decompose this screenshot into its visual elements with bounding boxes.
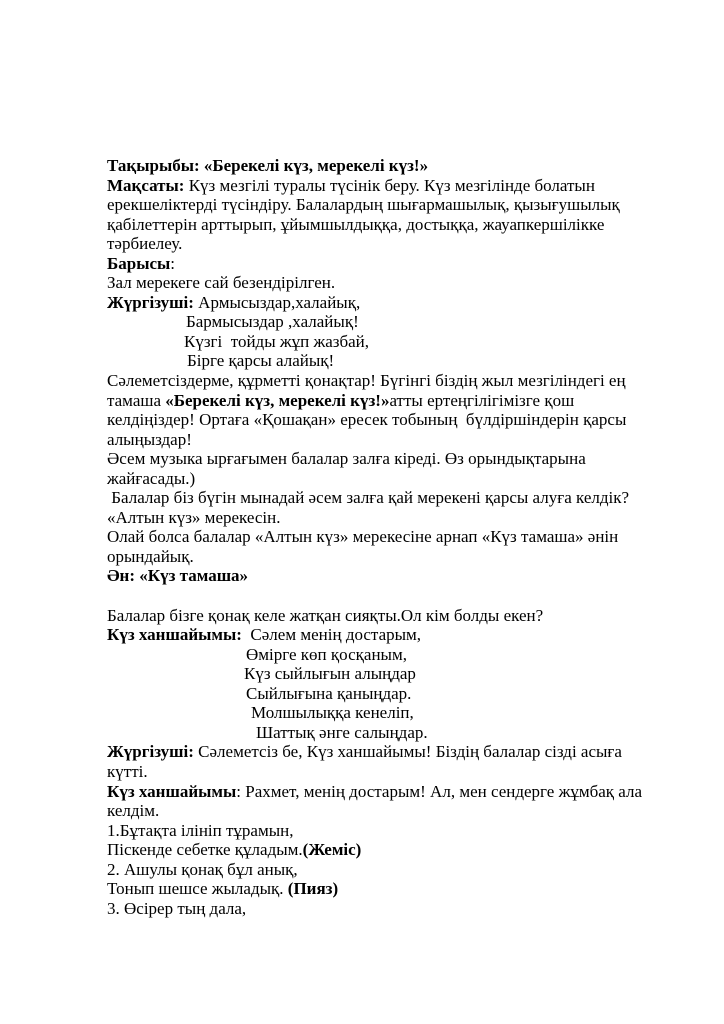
text-run: Зал мерекеге сай безендірілген.	[107, 273, 336, 293]
speaker-line	[107, 293, 667, 313]
text-line	[107, 645, 667, 665]
text-run: 1.Бұтақта ілініп тұрамын,	[107, 820, 294, 840]
section-line	[107, 254, 667, 274]
riddle-line	[107, 899, 667, 919]
text-line	[107, 351, 667, 371]
goal-line	[107, 176, 667, 196]
text-run: Күз сыйлығын алыңдар	[244, 664, 416, 684]
text-run: 2. Ашулы қонақ бұл анық,	[107, 859, 298, 879]
speaker-line	[107, 625, 667, 645]
text-run: Сыйлығына қаныңдар.	[246, 683, 412, 703]
text-line	[107, 430, 667, 450]
text-run: 3. Өсірер тың дала,	[107, 898, 247, 918]
text-run: қабілеттерін арттырып, ұйымшылдыққа, достыққа, жауапкершілікке	[107, 214, 605, 234]
text-run: Сәлеметсіз бе, Күз ханшайымы! Біздің балалар сізді асыға	[193, 742, 622, 762]
text-run: Балалар біз бүгін мынадай әсем залға қай мерекені қарсы алуға келдік?	[107, 488, 630, 508]
title-line	[107, 156, 667, 176]
text-line	[107, 195, 667, 215]
text-line	[107, 684, 667, 704]
text-run: жайғасады.)	[107, 468, 196, 488]
riddle-line	[107, 860, 667, 880]
text-line	[107, 449, 667, 469]
text-run: Әсем музыка ырғағымен балалар залға кіреді. Өз орындықтарына	[107, 449, 586, 469]
speaker-line	[107, 742, 667, 762]
text-run: атты ертеңгілігімізге қош	[389, 390, 575, 410]
text-run: тәрбиелеу.	[107, 234, 183, 254]
text-line	[107, 234, 667, 254]
text-line	[107, 312, 667, 332]
text-run: Бірге қарсы алайық!	[187, 351, 335, 371]
text-line	[107, 527, 667, 547]
text-line	[107, 547, 667, 567]
text-line	[107, 410, 667, 430]
bold-text-run: Күз ханшайымы:	[107, 625, 242, 645]
text-run: Армысыздар,халайық,	[193, 292, 361, 312]
document-body-text	[107, 156, 667, 918]
bold-text-run: «Берекелі күз, мерекелі күз!»	[165, 390, 390, 410]
bold-text-run: Жүргізуші:	[107, 742, 194, 762]
text-run: Күзгі тойды жұп жазбай,	[184, 331, 370, 351]
text-run: Сәлем менің достарым,	[241, 625, 422, 645]
text-run: Күз мезгілі туралы түсінік беру. Күз мезгілінде болатын	[184, 175, 595, 195]
text-run: Сәлеметсіздерме, құрметті қонақтар! Бүгінгі біздің жыл мезгіліндегі ең	[107, 371, 626, 391]
text-line	[107, 723, 667, 743]
text-run: Шаттық әнге салыңдар.	[256, 722, 428, 742]
text-line	[107, 469, 667, 489]
bold-text-run: Мақсаты:	[107, 175, 185, 195]
text-run: Піскенде себетке құладым.	[107, 840, 303, 860]
text-run: «Алтын күз» мерекесін.	[107, 507, 281, 527]
text-run: :	[170, 253, 176, 273]
text-run: күтті.	[107, 761, 148, 781]
bold-text-run: (Жеміс)	[302, 840, 362, 860]
text-run: : Рахмет, менің достарым! Ал, мен сендерге жұмбақ ала	[236, 781, 643, 801]
text-run: ерекшеліктерді түсіндіру. Балалардың шығармашылық, қызығушылық	[107, 195, 620, 215]
text-run: Балалар бізге қонақ келе жатқан сияқты.Ол кім болды екен?	[107, 605, 544, 625]
text-line	[107, 391, 667, 411]
text-run: орындайық.	[107, 546, 194, 566]
text-run: Бармысыздар ,халайық!	[186, 312, 359, 332]
text-run: алыңыздар!	[107, 429, 192, 449]
riddle-line	[107, 840, 667, 860]
text-line	[107, 488, 667, 508]
riddle-line	[107, 821, 667, 841]
text-line	[107, 215, 667, 235]
text-run: Молшылыққа кенеліп,	[251, 703, 414, 723]
bold-text-run: Тақырыбы: «Берекелі күз, мерекелі күз!»	[107, 156, 429, 175]
text-run: келдім.	[107, 801, 160, 821]
text-run: Тонып шешсе жыладық.	[107, 879, 288, 899]
text-line	[107, 664, 667, 684]
text-run: тамаша	[107, 390, 166, 410]
text-line	[107, 606, 667, 626]
text-line	[107, 801, 667, 821]
song-line	[107, 566, 667, 586]
text-run: келдіңіздер! Ортаға «Қошақан» ересек тобының бүлдіршіндерін қарсы	[107, 410, 627, 430]
bold-text-run: Ән: «Күз тамаша»	[107, 566, 249, 586]
bold-text-run: Барысы	[107, 253, 171, 273]
text-line	[107, 332, 667, 352]
bold-text-run: Күз ханшайымы	[107, 781, 237, 801]
riddle-line	[107, 879, 667, 899]
bold-text-run: Жүргізуші:	[107, 292, 194, 312]
text-line	[107, 273, 667, 293]
speaker-line	[107, 782, 667, 802]
text-run: Өмірге көп қосқаным,	[246, 644, 407, 664]
text-line	[107, 508, 667, 528]
bold-text-run: (Пияз)	[287, 879, 339, 899]
text-line	[107, 762, 667, 782]
blank-line	[107, 586, 667, 606]
text-line	[107, 371, 667, 391]
text-line	[107, 703, 667, 723]
text-run: Олай болса балалар «Алтын күз» мерекесіне арнап «Күз тамаша» әнін	[107, 527, 619, 547]
